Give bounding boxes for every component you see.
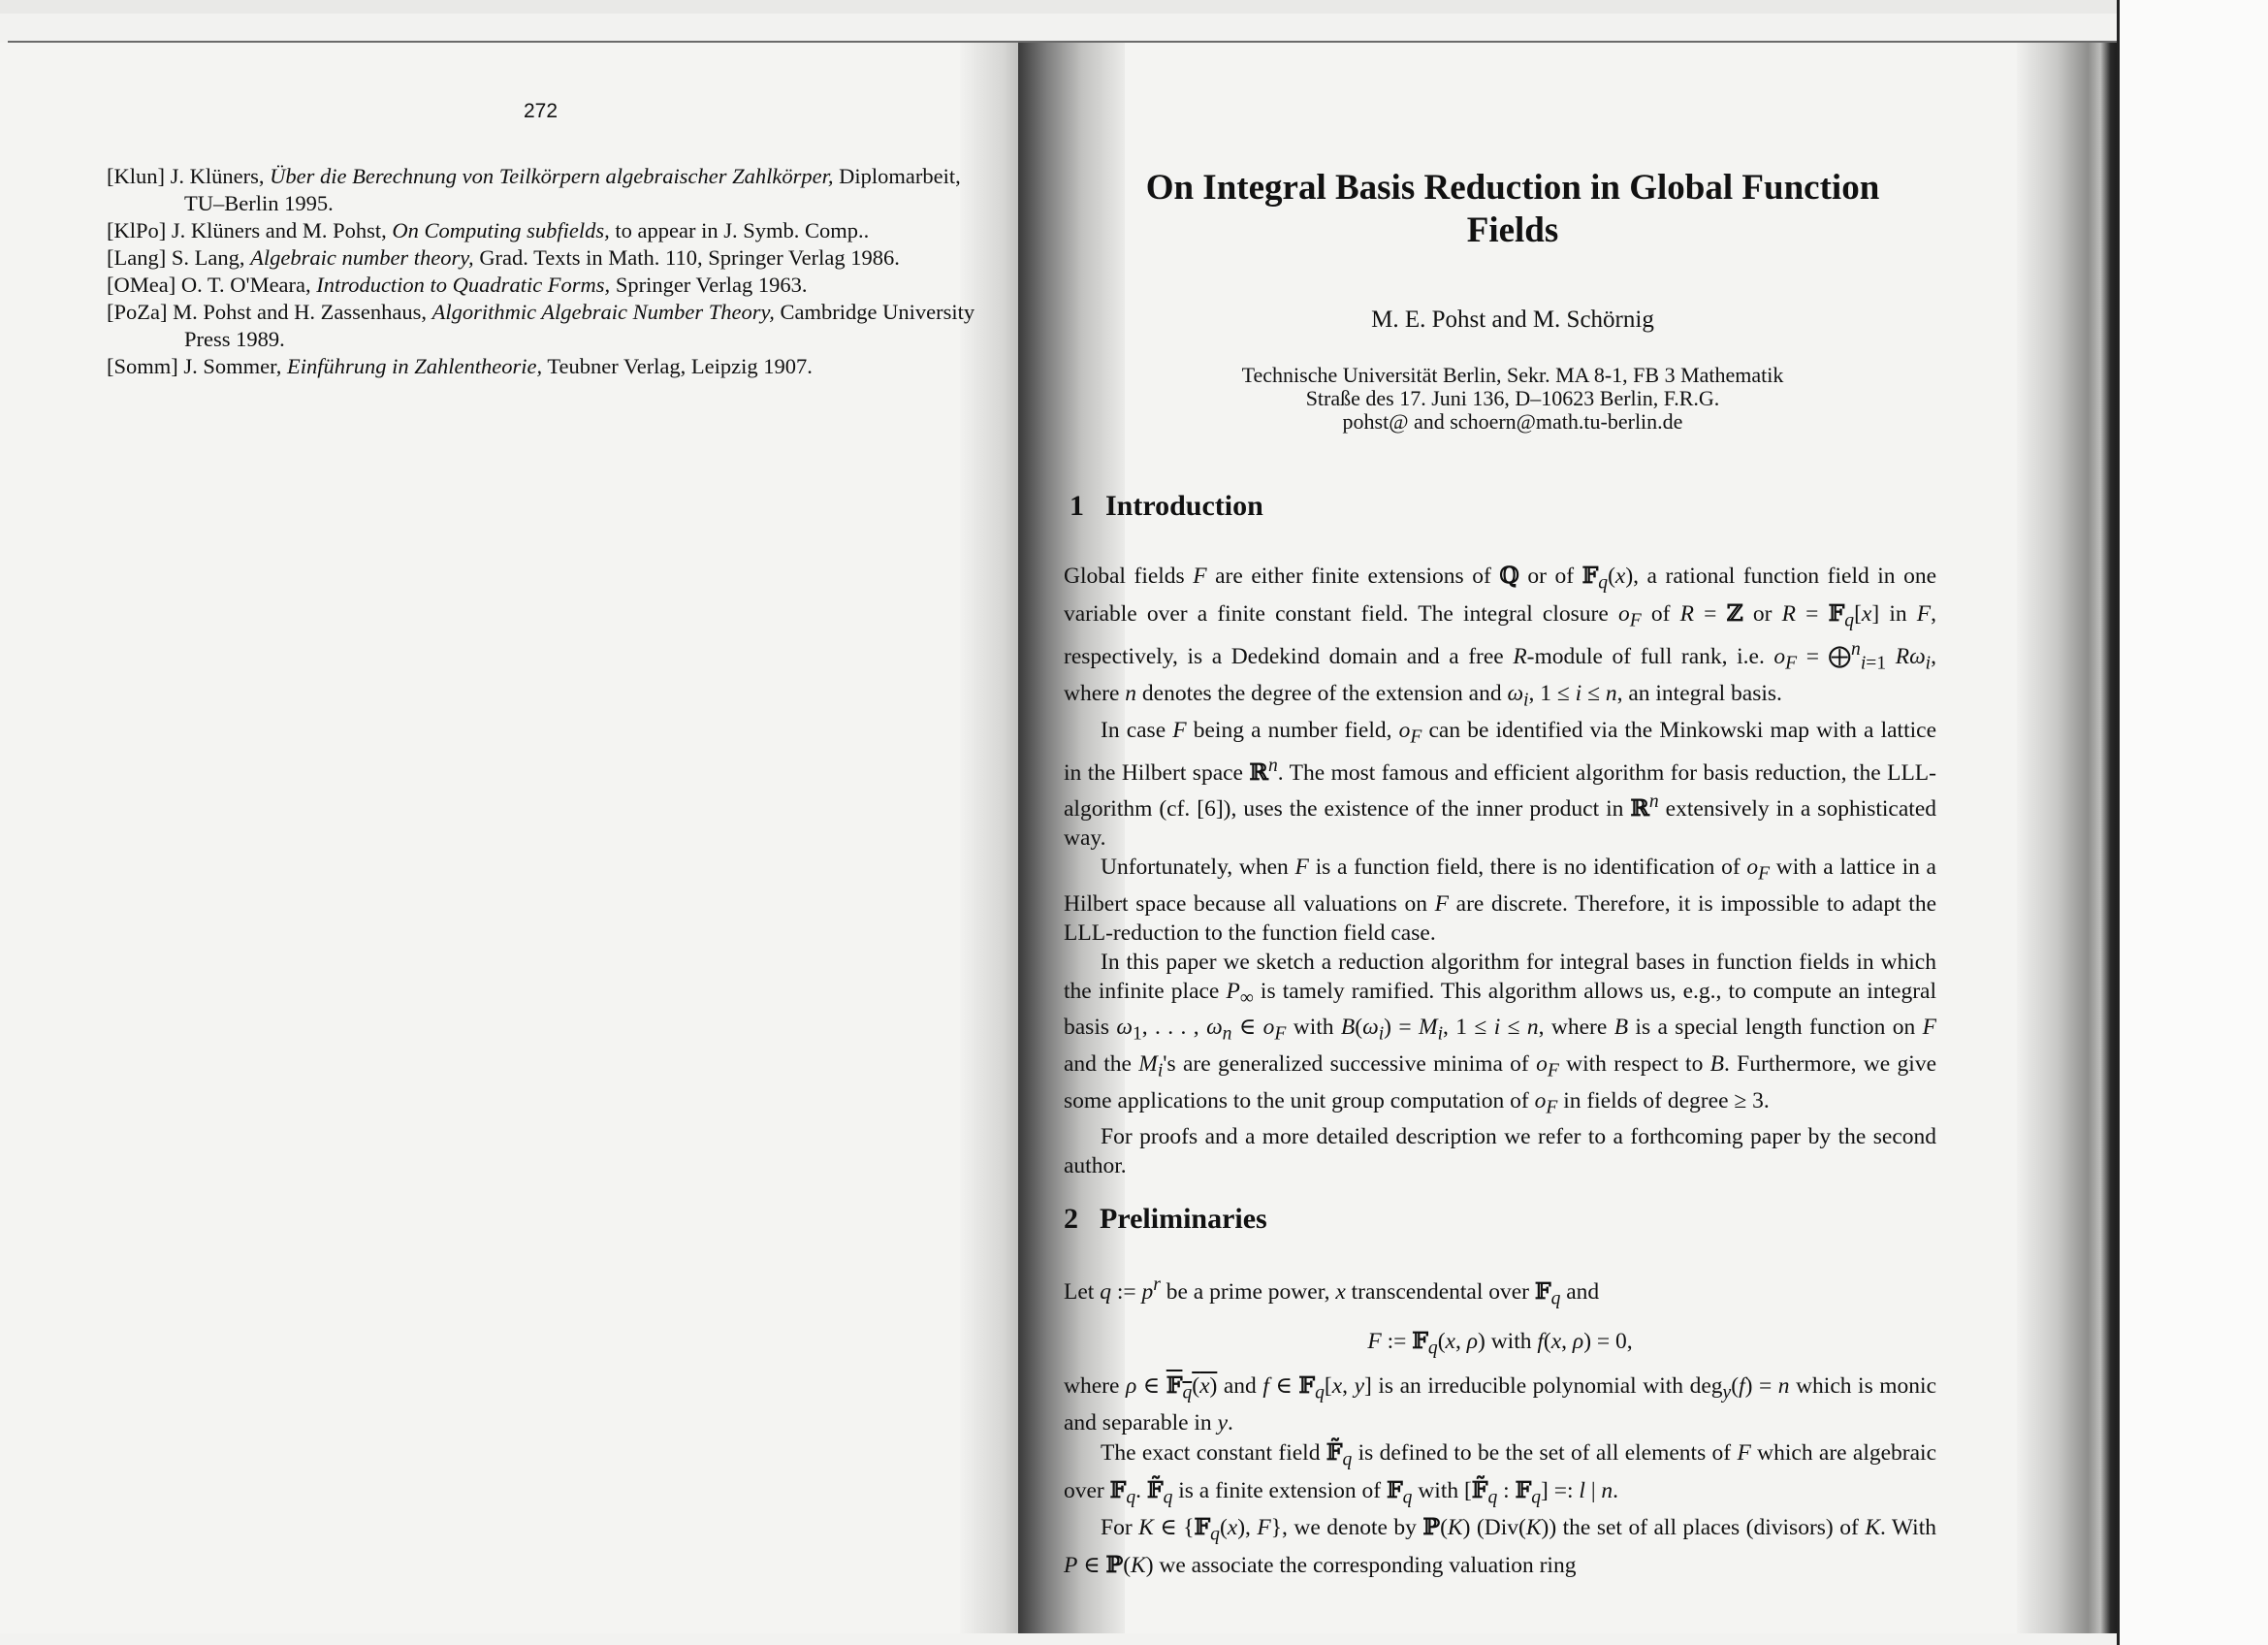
equation: F := 𝔽$_q$(x, ρ) with f(x, ρ) = 0, bbox=[1367, 1326, 1633, 1359]
paragraph: Global fields F are either finite extensions of ℚ or of 𝔽$_q$(x), a rational function field in one variable over a finite constant field. The integral closure $o_F$ of R = ℤ or R = 𝔽$_q$[x] in F, respectively, is a Dedekind domain and a free R-module of full rank, i.e. $o_F$ = ⨁$^n_{i=1}$ $R\omega_i$, where n denotes the degree of the extension and $\omega_i$, 1 ≤ i ≤ n, an integral basis. bbox=[1064, 562, 1937, 711]
section-introduction-body bbox=[1064, 561, 1936, 1180]
paragraph: where ρ ∈ 𝔽$_q$(x) and f ∈ 𝔽$_q$[x, y] is an irreducible polynomial with deg$_y$(f) = n which is monic and separable in y. bbox=[1064, 1371, 1937, 1435]
paragraph: In case F being a number field, $o_F$ can be identified via the Minkowski map with a lattice in the Hilbert space ℝ$^n$. The most famous and efficient algorithm for basis reduction, the LLL-algorithm (cf. [6]), uses the existence of the inner product in ℝ$^n$ extensively in a sophisticated way. bbox=[1064, 717, 1937, 851]
page-number: 272 bbox=[524, 100, 559, 122]
scan-top-margin bbox=[0, 0, 2268, 14]
reference-item: [KlPo] J. Klüners and M. Pohst, On Computing subfields, to appear in J. Symb. Comp.. bbox=[107, 218, 870, 242]
section-preliminaries-body bbox=[1064, 1271, 1936, 1580]
paragraph: Let q := $p^r$ be a prime power, x transcendental over 𝔽$_q$ and bbox=[1064, 1274, 1600, 1309]
section-heading-preliminaries: 2 Preliminaries bbox=[1064, 1203, 1267, 1235]
reference-item: [Lang] S. Lang, Algebraic number theory, Grad. Texts in Math. 110, Springer Verlag 1986. bbox=[107, 245, 900, 270]
reference-list bbox=[107, 163, 975, 380]
reference-item: [Somm] J. Sommer, Einführung in Zahlentheorie, Teubner Verlag, Leipzig 1907. bbox=[107, 354, 813, 378]
paragraph: Unfortunately, when F is a function field, there is no identification of $o_F$ with a lattice in a Hilbert space because all valuations on F are discrete. Therefore, it is impossible to adapt the LLL-reduction to the function field case. bbox=[1064, 854, 1937, 946]
book-edge-line bbox=[2117, 0, 2120, 1645]
paragraph: The exact constant field $𝔽̃_q$ is defined to be the set of all elements of F which are algebraic over 𝔽$_q$. $𝔽̃_q$ is a finite extension of 𝔽$_q$ with [$𝔽̃_q$ : 𝔽$_q$] =: l | n. bbox=[1064, 1437, 1937, 1508]
paragraph: For K ∈ {𝔽$_q$(x), F}, we denote by ℙ(K) (Div(K)) the set of all places (divisors) of K. With P ∈ ℙ(K) we associate the corresponding valuation ring bbox=[1064, 1513, 1936, 1578]
right-page-edge-shadow bbox=[2017, 43, 2119, 1633]
paper-title: On Integral Basis Reduction in Global Function Fields bbox=[1145, 168, 1880, 250]
authors: M. E. Pohst and M. Schörnig bbox=[1371, 306, 1654, 333]
section-heading-introduction: 1 Introduction bbox=[1070, 490, 1263, 522]
affiliation: Technische Universität Berlin, Sekr. MA 8-1, FB 3 Mathematik Straße des 17. Juni 136, D–10623 Berlin, F.R.G. pohst@ and schoern@math.tu-berlin.de bbox=[1241, 363, 1784, 434]
paragraph: For proofs and a more detailed description we refer to a forthcoming paper by the second author. bbox=[1064, 1124, 1936, 1179]
reference-item: [PoZa] M. Pohst and H. Zassenhaus, Algorithmic Algebraic Number Theory, Cambridge University Press 1989. bbox=[107, 300, 975, 351]
scan-background-right bbox=[2119, 0, 2268, 1645]
reference-item: [Klun] J. Klüners, Über die Berechnung von Teilkörpern algebraischer Zahlkörper, Diplomarbeit, TU–Berlin 1995. bbox=[107, 164, 961, 215]
reference-item: [OMea] O. T. O'Meara, Introduction to Quadratic Forms, Springer Verlag 1963. bbox=[107, 273, 808, 297]
paragraph: In this paper we sketch a reduction algorithm for integral bases in function fields in which the infinite place $P_\infty$ is tamely ramified. This algorithm allows us, e.g., to compute an integral basis $\omega_1$, . . . , $\omega_n$ ∈ $o_F$ with $B(\omega_i) = M_i$, 1 ≤ i ≤ n, where B is a special length function on F and the $M_i's$ are generalized successive minima of $o_F$ with respect to B. Furthermore, we give some applications to the unit group computation of $o_F$ in fields of degree ≥ 3. bbox=[1064, 949, 1937, 1118]
